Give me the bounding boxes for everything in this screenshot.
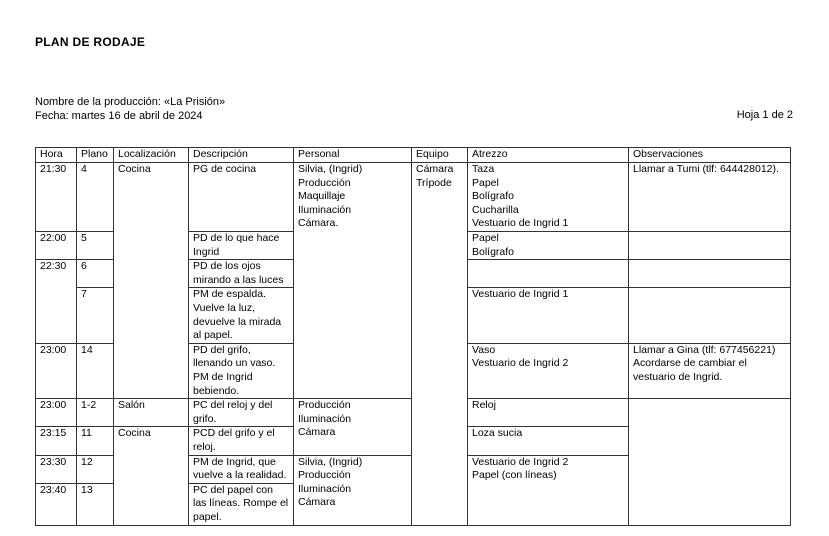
cell-observaciones: Llamar a Tumi (tlf: 644428012). — [629, 163, 791, 232]
personal-line: Maquillaje — [298, 190, 346, 203]
cell-hora: 22:30 — [36, 260, 77, 344]
cell-plano: 14 — [77, 343, 114, 398]
cell-atrezzo: Vestuario de Ingrid 1 — [468, 288, 629, 343]
cell-plano: 1-2 — [77, 399, 114, 427]
cell-observaciones — [629, 399, 791, 526]
atrezzo-line: Papel — [472, 232, 499, 244]
cell-plano: 7 — [77, 288, 114, 343]
cell-plano: 13 — [77, 483, 114, 525]
header-hora: Hora — [36, 148, 77, 163]
cell-personal — [294, 455, 412, 525]
desc-line: papel. — [193, 510, 222, 523]
equipo-line: Trípode — [416, 176, 452, 189]
atrezzo-line: Vestuario de Ingrid 1 — [472, 217, 569, 230]
personal-line: Cámara — [298, 426, 336, 439]
header-observaciones: Observaciones — [629, 148, 791, 163]
atrezzo-line: Vestuario de Ingrid 2 — [472, 357, 569, 370]
personal-line: Iluminación — [298, 412, 352, 425]
cell-atrezzo: Loza sucia — [468, 427, 629, 455]
cell-descripcion — [189, 343, 294, 398]
desc-line: vuelve a la realidad. — [193, 469, 287, 482]
cell-plano: 6 — [77, 260, 114, 288]
production-name: Nombre de la producción: «La Prisión» — [35, 96, 226, 108]
header-descripcion: Descripción — [189, 148, 294, 163]
header-equipo: Equipo — [412, 148, 468, 163]
cell-plano: 5 — [77, 232, 114, 260]
table-row — [36, 163, 791, 232]
cell-plano: 11 — [77, 427, 114, 455]
desc-line: PCD del grifo y el — [193, 427, 275, 440]
shooting-plan-table — [35, 147, 791, 526]
document-meta — [35, 95, 225, 123]
cell-atrezzo — [468, 343, 629, 398]
desc-line: bebiendo. — [193, 384, 240, 397]
cell-localizacion: Salón — [114, 399, 189, 427]
desc-line: PD de lo que hace — [193, 232, 280, 244]
desc-line: PD del grifo, — [193, 343, 251, 356]
personal-line: Producción — [298, 399, 351, 412]
cell-observaciones — [629, 288, 791, 343]
cell-hora: 23:00 — [36, 343, 77, 398]
desc-line: PD de los ojos — [193, 260, 261, 273]
atrezzo-line: Cucharilla — [472, 203, 519, 216]
obs-line: Llamar a Gina (tlf: 677456221) — [633, 343, 776, 356]
personal-line: Iluminación — [298, 203, 352, 216]
atrezzo-line: Vestuario de Ingrid 2 — [472, 455, 569, 468]
cell-descripcion — [189, 232, 294, 260]
cell-descripcion — [189, 399, 294, 427]
desc-line: devuelve la mirada — [193, 315, 282, 328]
atrezzo-line: Papel — [472, 176, 499, 189]
cell-descripcion — [189, 427, 294, 455]
desc-line: Ingrid — [193, 245, 220, 258]
personal-line: Iluminación — [298, 482, 352, 495]
cell-plano: 12 — [77, 455, 114, 483]
desc-line: al papel. — [193, 329, 233, 342]
atrezzo-line: Taza — [472, 163, 495, 175]
document-title: PLAN DE RODAJE — [35, 35, 146, 49]
desc-line: reloj. — [193, 440, 216, 453]
personal-line: Producción — [298, 469, 351, 482]
table-header-row — [36, 148, 791, 163]
cell-observaciones — [629, 232, 791, 260]
cell-hora: 22:00 — [36, 232, 77, 260]
header-personal: Personal — [294, 148, 412, 163]
desc-line: grifo. — [193, 412, 217, 425]
header-plano: Plano — [77, 148, 114, 163]
page-number: Hoja 1 de 2 — [736, 109, 793, 121]
cell-localizacion: Cocina — [114, 163, 189, 399]
cell-descripcion: PG de cocina — [189, 163, 294, 232]
cell-atrezzo — [468, 260, 629, 288]
cell-atrezzo — [468, 163, 629, 232]
desc-line: PC del reloj y del — [193, 399, 273, 412]
cell-descripcion — [189, 260, 294, 288]
desc-line: PM de Ingrid, que — [193, 455, 276, 468]
cell-atrezzo — [468, 232, 629, 260]
shoot-date: Fecha: martes 16 de abril de 2024 — [35, 110, 203, 122]
equipo-line: Cámara — [416, 163, 454, 175]
cell-descripcion — [189, 483, 294, 525]
personal-line: Producción — [298, 176, 351, 189]
cell-hora: 23:15 — [36, 427, 77, 455]
desc-line: las líneas. Rompe el — [193, 497, 289, 510]
cell-hora: 23:30 — [36, 455, 77, 483]
cell-personal — [294, 163, 412, 399]
cell-descripcion — [189, 288, 294, 343]
cell-hora: 23:00 — [36, 399, 77, 427]
personal-line: Cámara. — [298, 217, 339, 230]
header-localizacion: Localización — [114, 148, 189, 163]
cell-atrezzo: Reloj — [468, 399, 629, 427]
cell-hora: 23:40 — [36, 483, 77, 525]
cell-hora: 21:30 — [36, 163, 77, 232]
cell-plano: 4 — [77, 163, 114, 232]
cell-equipo — [412, 163, 468, 526]
atrezzo-line: Papel (con líneas) — [472, 469, 557, 482]
cell-descripcion — [189, 455, 294, 483]
personal-line: Cámara — [298, 496, 336, 509]
atrezzo-line: Vaso — [472, 343, 496, 356]
personal-line: Silvia, (Ingrid) — [298, 163, 363, 175]
personal-line: Silvia, (Ingrid) — [298, 455, 363, 468]
atrezzo-line: Bolígrafo — [472, 245, 515, 258]
cell-atrezzo — [468, 455, 629, 525]
desc-line: mirando a las luces — [193, 273, 284, 286]
cell-localizacion: Cocina — [114, 427, 189, 525]
cell-personal — [294, 399, 412, 455]
atrezzo-line: Bolígrafo — [472, 190, 515, 203]
desc-line: Vuelve la luz, — [193, 301, 256, 314]
obs-line: Acordarse de cambiar el — [633, 357, 747, 370]
cell-observaciones — [629, 343, 791, 398]
obs-line: vestuario de Ingrid. — [633, 370, 723, 383]
cell-observaciones — [629, 260, 791, 288]
desc-line: PM de espalda. — [193, 288, 266, 301]
header-atrezzo: Atrezzo — [468, 148, 629, 163]
desc-line: llenando un vaso. — [193, 357, 276, 370]
desc-line: PM de Ingrid — [193, 370, 253, 383]
desc-line: PC del papel con — [193, 483, 273, 496]
